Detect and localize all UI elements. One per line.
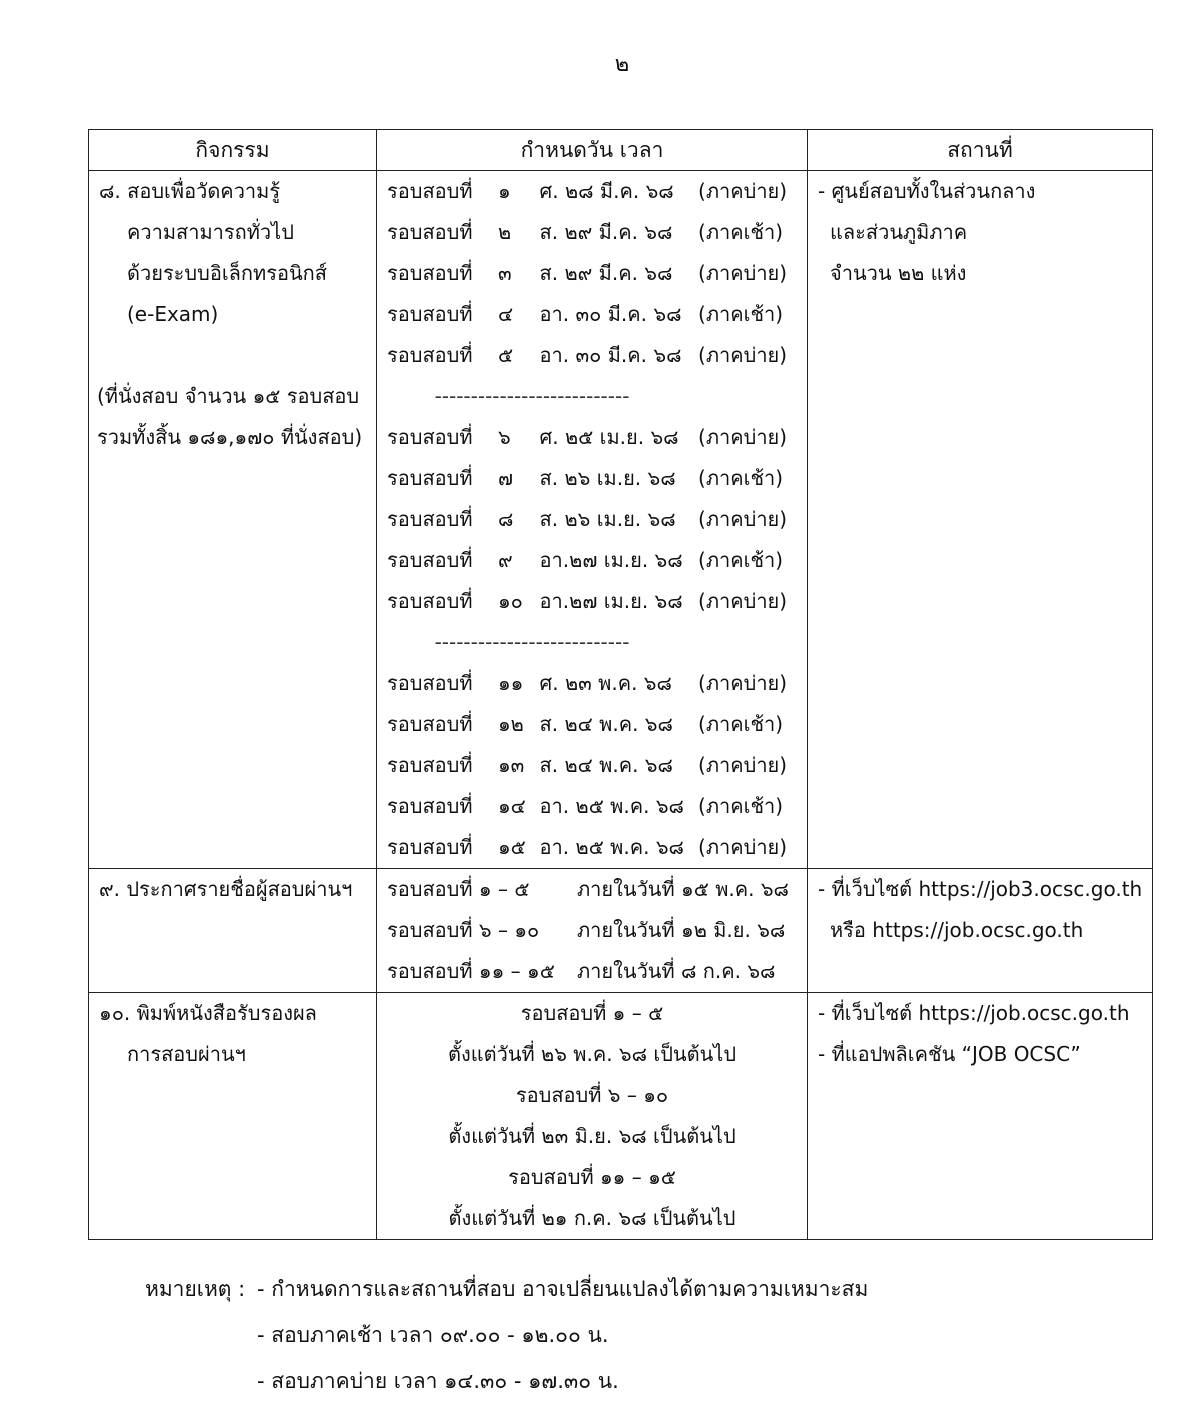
certificate-line: ตั้งแต่วันที่ ๒๑ ก.ค. ๖๘ เป็นต้นไป	[448, 1206, 736, 1230]
location-line: - ที่แอปพลิเคชัน “JOB OCSC”	[818, 1042, 1081, 1066]
row8-schedule-cell	[377, 171, 808, 869]
round-line	[377, 827, 807, 868]
round-date: อา.๒๗ เม.ย. ๖๘	[539, 589, 683, 613]
header-activity: กิจกรรม	[89, 130, 377, 171]
activity-line: ความสามารถทั่วไป	[127, 220, 294, 244]
round-number: ๙	[497, 548, 513, 572]
round-date: อา. ๒๕ พ.ค. ๖๘	[539, 794, 684, 818]
note-item: - กำหนดการและสถานที่สอบ อาจเปลี่ยนแปลงได้ตามความเหมาะสม	[257, 1277, 869, 1301]
round-line	[377, 745, 807, 786]
row10-activity-cell	[89, 993, 377, 1240]
round-date: ส. ๒๖ เม.ย. ๖๘	[539, 507, 676, 531]
round-separator: ---------------------------	[434, 630, 630, 654]
round-label: รอบสอบที่	[387, 835, 473, 859]
announce-date: ภายในวันที่ ๘ ก.ค. ๖๘	[577, 959, 776, 983]
round-period: (ภาคบ่าย)	[698, 179, 788, 203]
round-period: (ภาคบ่าย)	[698, 343, 788, 367]
round-line	[377, 499, 807, 540]
round-period: (ภาคบ่าย)	[698, 671, 788, 695]
round-date: ส. ๒๙ มี.ค. ๖๘	[539, 220, 673, 244]
round-line	[377, 253, 807, 294]
round-number: ๑๓	[497, 753, 525, 777]
round-date: อา. ๓๐ มี.ค. ๖๘	[539, 302, 682, 326]
round-label: รอบสอบที่	[387, 343, 473, 367]
round-number: ๑๑	[497, 671, 524, 695]
round-date: อา. ๒๕ พ.ค. ๖๘	[539, 835, 684, 859]
round-period: (ภาคเช้า)	[698, 794, 784, 818]
certificate-line: รอบสอบที่ ๖ – ๑๐	[515, 1083, 669, 1107]
round-date: ส. ๒๔ พ.ค. ๖๘	[539, 712, 673, 736]
round-number: ๓	[497, 261, 512, 285]
round-separator: ---------------------------	[434, 384, 630, 408]
round-label: รอบสอบที่	[387, 466, 473, 490]
note-item: - สอบภาคเช้า เวลา ๐๙.๐๐ - ๑๒.๐๐ น.	[257, 1323, 609, 1347]
round-number: ๗	[497, 466, 513, 490]
round-date: อา.๒๗ เม.ย. ๖๘	[539, 548, 683, 572]
round-period: (ภาคเช้า)	[698, 466, 784, 490]
round-line	[377, 786, 807, 827]
round-line	[377, 417, 807, 458]
round-number: ๑๕	[497, 835, 526, 859]
activity-line: ๙. ประกาศรายชื่อผู้สอบผ่านฯ	[99, 877, 353, 901]
row9-activity-cell	[89, 869, 377, 993]
location-line: หรือ https://job.ocsc.go.th	[830, 918, 1084, 942]
round-label: รอบสอบที่	[387, 507, 473, 531]
round-period: (ภาคบ่าย)	[698, 425, 788, 449]
round-label: รอบสอบที่	[387, 548, 473, 572]
certificate-line: รอบสอบที่ ๑ – ๕	[520, 1001, 664, 1025]
round-line	[377, 212, 807, 253]
round-label: รอบสอบที่	[387, 671, 473, 695]
round-label: รอบสอบที่	[387, 794, 473, 818]
activity-line: การสอบผ่านฯ	[127, 1042, 246, 1066]
certificate-line: ตั้งแต่วันที่ ๒๓ มิ.ย. ๖๘ เป็นต้นไป	[448, 1124, 736, 1148]
round-period: (ภาคเช้า)	[698, 302, 784, 326]
table-row	[89, 869, 1153, 993]
schedule-table	[88, 129, 1153, 1240]
round-period: (ภาคบ่าย)	[698, 589, 788, 613]
note-item: - สอบภาคบ่าย เวลา ๑๔.๓๐ - ๑๗.๓๐ น.	[257, 1369, 619, 1393]
location-line: และส่วนภูมิภาค	[830, 220, 968, 244]
round-line	[377, 335, 807, 376]
round-label: รอบสอบที่	[387, 220, 473, 244]
round-line	[377, 581, 807, 622]
announce-round: รอบสอบที่ ๖ – ๑๐	[387, 918, 540, 942]
round-period: (ภาคบ่าย)	[698, 835, 788, 859]
table-row	[89, 171, 1153, 869]
round-date: ส. ๒๔ พ.ค. ๖๘	[539, 753, 673, 777]
round-number: ๔	[497, 302, 514, 326]
round-period: (ภาคบ่าย)	[698, 753, 788, 777]
activity-note-line: รวมทั้งสิ้น ๑๘๑,๑๗๐ ที่นั่งสอบ)	[97, 425, 363, 449]
round-number: ๘	[497, 507, 514, 531]
round-line	[377, 663, 807, 704]
row10-schedule-cell	[377, 993, 808, 1240]
certificate-line: ตั้งแต่วันที่ ๒๖ พ.ค. ๖๘ เป็นต้นไป	[447, 1042, 737, 1066]
announce-date: ภายในวันที่ ๑๕ พ.ค. ๖๘	[577, 877, 789, 901]
round-period: (ภาคบ่าย)	[698, 507, 788, 531]
round-line	[377, 171, 807, 212]
round-label: รอบสอบที่	[387, 589, 473, 613]
notes-section	[145, 1266, 868, 1404]
notes-label: หมายเหตุ :	[145, 1277, 246, 1301]
round-period: (ภาคบ่าย)	[698, 261, 788, 285]
round-number: ๑๔	[497, 794, 526, 818]
activity-line: ๑๐. พิมพ์หนังสือรับรองผล	[99, 1001, 317, 1025]
announce-line	[377, 910, 807, 951]
announce-date: ภายในวันที่ ๑๒ มิ.ย. ๖๘	[577, 918, 786, 942]
certificate-line: รอบสอบที่ ๑๑ – ๑๕	[508, 1165, 676, 1189]
activity-line: ๘. สอบเพื่อวัดความรู้	[99, 179, 281, 203]
location-line: - ศูนย์สอบทั้งในส่วนกลาง	[818, 179, 1036, 203]
activity-line: (e-Exam)	[127, 302, 219, 326]
round-label: รอบสอบที่	[387, 302, 473, 326]
announce-round: รอบสอบที่ ๑๑ – ๑๕	[387, 959, 555, 983]
table-row	[89, 993, 1153, 1240]
round-number: ๕	[497, 343, 514, 367]
round-period: (ภาคเช้า)	[698, 220, 784, 244]
round-label: รอบสอบที่	[387, 425, 473, 449]
round-line	[377, 458, 807, 499]
page-number: ๒	[614, 52, 630, 77]
location-line: - ที่เว็บไซต์ https://job3.ocsc.go.th	[818, 877, 1143, 901]
round-label: รอบสอบที่	[387, 712, 473, 736]
round-label: รอบสอบที่	[387, 179, 473, 203]
round-date: ส. ๒๖ เม.ย. ๖๘	[539, 466, 676, 490]
round-line	[377, 540, 807, 581]
round-number: ๒	[497, 220, 512, 244]
row9-schedule-cell	[377, 869, 808, 993]
round-line	[377, 294, 807, 335]
header-schedule: กำหนดวัน เวลา	[377, 130, 808, 171]
header-location: สถานที่	[808, 130, 1153, 171]
round-line	[377, 704, 807, 745]
row8-activity-cell	[89, 171, 377, 869]
announce-line	[377, 869, 807, 910]
round-number: ๑	[497, 179, 511, 203]
activity-line: ด้วยระบบอิเล็กทรอนิกส์	[127, 261, 327, 285]
location-line: - ที่เว็บไซต์ https://job.ocsc.go.th	[818, 1001, 1130, 1025]
round-label: รอบสอบที่	[387, 261, 473, 285]
table-header-row	[89, 130, 1153, 171]
round-date: อา. ๓๐ มี.ค. ๖๘	[539, 343, 682, 367]
row8-location-cell	[808, 171, 1153, 869]
round-label: รอบสอบที่	[387, 753, 473, 777]
announce-round: รอบสอบที่ ๑ – ๕	[387, 877, 530, 901]
round-date: ศ. ๒๕ เม.ย. ๖๘	[539, 425, 679, 449]
announce-line	[377, 951, 807, 992]
round-number: ๑๒	[497, 712, 524, 736]
round-period: (ภาคเช้า)	[698, 548, 784, 572]
round-date: ศ. ๒๘ มี.ค. ๖๘	[539, 179, 674, 203]
round-period: (ภาคเช้า)	[698, 712, 784, 736]
round-date: ศ. ๒๓ พ.ค. ๖๘	[539, 671, 672, 695]
round-number: ๖	[497, 425, 511, 449]
row9-location-cell	[808, 869, 1153, 993]
row10-location-cell	[808, 993, 1153, 1240]
activity-note-line: (ที่นั่งสอบ จำนวน ๑๕ รอบสอบ	[97, 384, 360, 408]
round-date: ส. ๒๙ มี.ค. ๖๘	[539, 261, 673, 285]
location-line: จำนวน ๒๒ แห่ง	[830, 261, 967, 285]
round-number: ๑๐	[497, 589, 523, 613]
